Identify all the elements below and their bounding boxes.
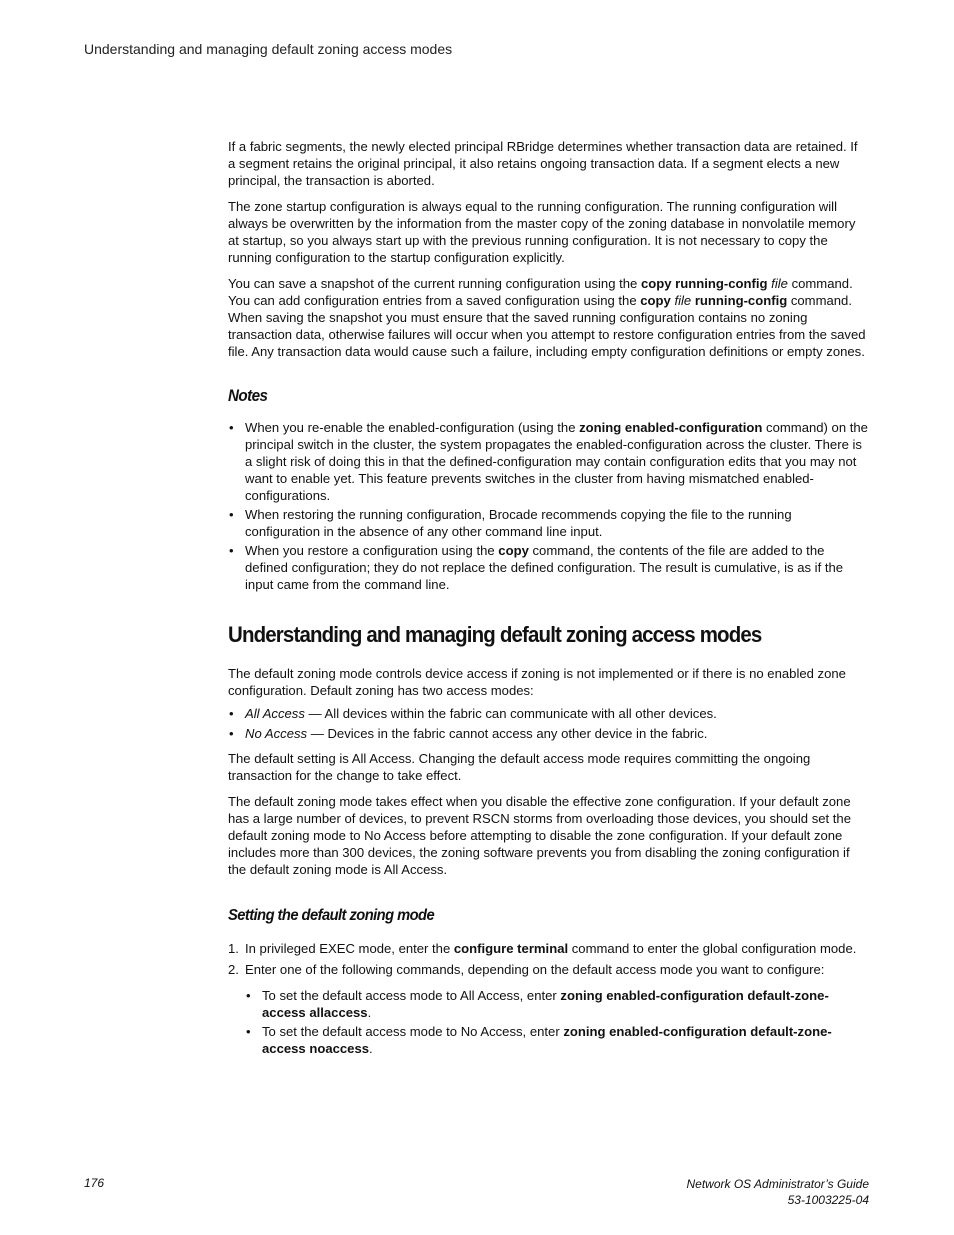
text: In privileged EXEC mode, enter the	[245, 941, 454, 956]
mode-description: — All devices within the fabric can communicate with all other devices.	[304, 706, 717, 721]
intro-paragraph-2: The zone startup configuration is always equal to the running configuration. The running configuration will always be overwritten by the information from the master copy of the zoning database in nonvolatile memory at startup, so you always start up with the previous running configuration. It is not necessary to copy the running configuration to the startup configuration explicitly.	[228, 199, 856, 265]
text: command) on the principal switch in the cluster, the system propagates the enabled-configuration across the cluster. There is a slight risk of doing this in that the defined-configuration may contain configuration edits that you may not want to enable yet. This feature prevents switches in the cluster from having mismatched enabled-configurations.	[245, 420, 868, 503]
command-text: configure terminal	[453, 941, 569, 956]
bullet-icon: •	[246, 988, 251, 1003]
mode-name: No Access	[245, 726, 308, 741]
intro-paragraph-1: If a fabric segments, the newly elected principal RBridge determines whether transaction data are retained. If a segment retains the original principal, it also retains ongoing transaction data. If a segment elects a new principal, the transaction is aborted.	[228, 139, 858, 188]
notes-heading: Notes	[228, 387, 268, 405]
access-modes-list	[228, 705, 868, 742]
list-item	[228, 506, 868, 540]
list-item	[228, 419, 868, 504]
notes-list	[228, 419, 868, 593]
guide-title: Network OS Administrator’s Guide	[686, 1177, 869, 1191]
argument-text: file	[767, 276, 788, 291]
text: .	[369, 1041, 373, 1056]
section-paragraph-3: The default zoning mode takes effect when you disable the effective zone configuration. If your default zone has a large number of devices, to prevent RSCN storms from overloading those devices, you should set the default zoning mode to No Access before attempting to disable the zone configuration. If your default zone includes more than 300 devices, the zoning software prevents you from disabling the zoning configuration if the default zoning mode is All Access.	[228, 794, 851, 877]
text: To set the default access mode to No Access, enter	[262, 1024, 564, 1039]
section-heading: Understanding and managing default zoning access modes	[228, 622, 762, 647]
page-number: 176	[84, 1176, 105, 1190]
step-item	[228, 961, 868, 1057]
list-item	[245, 1023, 868, 1057]
text: When restoring the running configuration, Brocade recommends copying the file to the running configuration in the absence of any other command line input.	[245, 507, 792, 539]
intro-paragraph-3	[228, 275, 868, 360]
text: When you restore a configuration using the	[245, 543, 499, 558]
step-number: 2.	[228, 962, 239, 977]
bullet-icon: •	[229, 507, 234, 522]
text: command, the contents of the file are added to the defined configuration; they do not replace the defined configuration. The result is cumulative, is as if the input came from the command line.	[245, 543, 844, 592]
step-number: 1.	[228, 941, 239, 956]
bullet-icon: •	[229, 543, 234, 558]
step-item	[228, 940, 868, 957]
bullet-icon: •	[246, 1024, 251, 1039]
doc-number: 53-1003225-04	[787, 1193, 869, 1207]
bullet-icon: •	[229, 420, 234, 435]
text: When you re-enable the enabled-configuration (using the	[245, 420, 580, 435]
text: You can save a snapshot of the current running configuration using the	[228, 276, 641, 291]
text: command. When saving the snapshot you must ensure that the saved running configuration contains no zoning transaction data, otherwise failures will occur when you attempt to restore configuration entries from the saved file. Any transaction data would cause such a failure, including empty configuration definitions or empty zones.	[228, 293, 866, 359]
command-text: zoning enabled-configuration default-zone-access noaccess	[262, 1024, 832, 1056]
mode-name: All Access	[245, 706, 305, 721]
procedure-heading: Setting the default zoning mode	[228, 907, 435, 924]
list-item	[228, 542, 868, 593]
command-text: zoning enabled-configuration default-zone-access allaccess	[262, 988, 829, 1020]
list-item	[245, 987, 868, 1021]
running-header: Understanding and managing default zoning access modes	[84, 41, 453, 57]
text: To set the default access mode to All Access, enter	[262, 988, 561, 1003]
argument-text: file	[670, 293, 692, 308]
text: .	[367, 1005, 372, 1020]
list-item	[228, 725, 868, 742]
text: command. You can add configuration entries from a saved configuration using the	[228, 276, 853, 308]
section-paragraph-2: The default setting is All Access. Changing the default access mode requires committing the ongoing transaction for the change to take effect.	[228, 751, 811, 783]
bullet-icon: •	[229, 726, 234, 741]
command-text: zoning enabled-configuration	[579, 420, 763, 435]
procedure-steps	[228, 940, 868, 1057]
list-item	[228, 705, 868, 722]
command-text: running-config	[691, 293, 788, 308]
section-paragraph-1: The default zoning mode controls device access if zoning is not implemented or if there is no enabled zone configuration. Default zoning has two access modes:	[228, 666, 846, 698]
command-text: copy	[640, 293, 671, 308]
command-options-list	[245, 987, 868, 1057]
footer-doc-info	[686, 1176, 869, 1208]
text: command to enter the global configuration mode.	[568, 941, 857, 956]
text: Enter one of the following commands, depending on the default access mode you want to configure:	[245, 962, 825, 977]
main-content	[228, 138, 868, 1061]
bullet-icon: •	[229, 706, 234, 721]
mode-description: — Devices in the fabric cannot access any other device in the fabric.	[307, 726, 708, 741]
command-text: copy running-config	[640, 276, 768, 291]
command-text: copy	[498, 543, 529, 558]
